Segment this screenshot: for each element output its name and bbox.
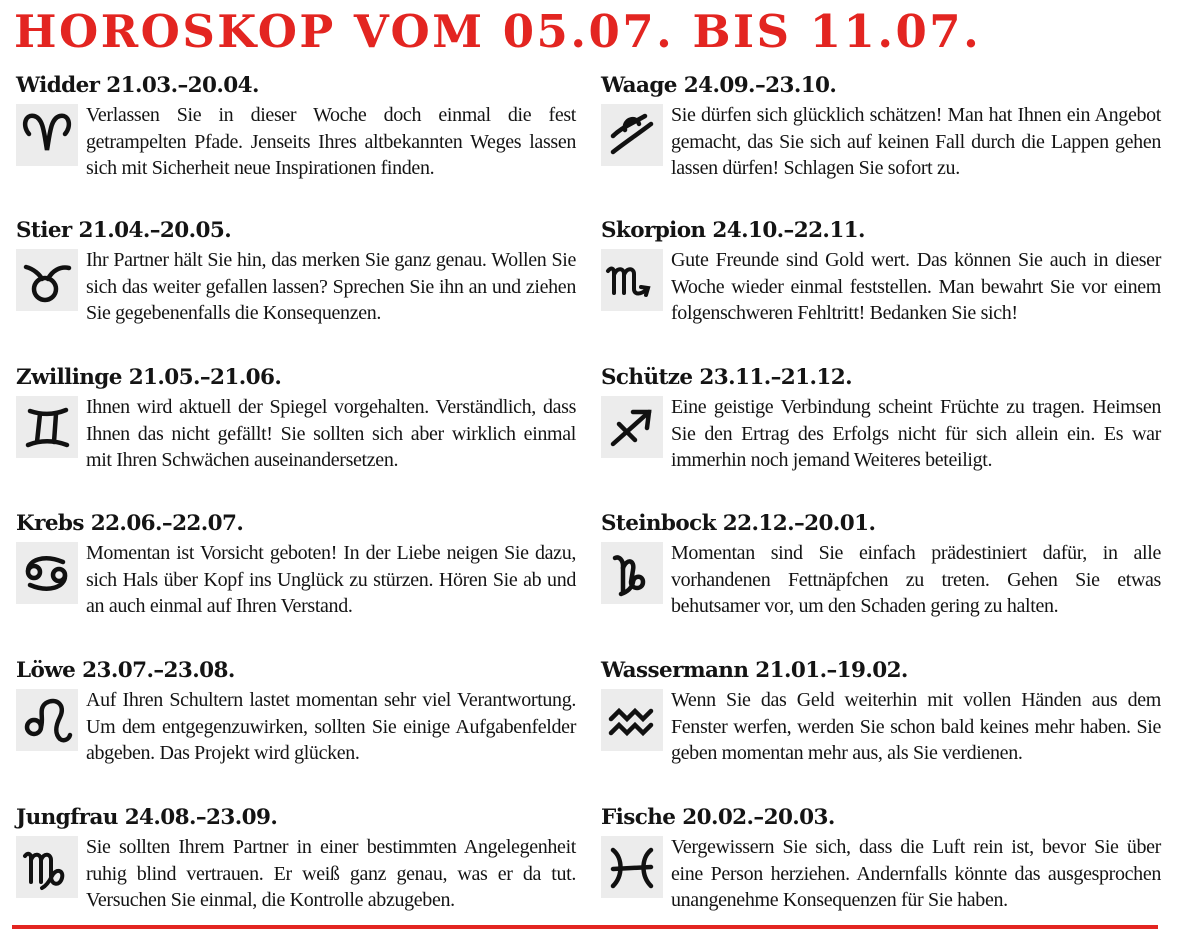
footer-divider	[12, 925, 1158, 929]
sign-text: Gute Freunde sind Gold wert. Das können Sie auch in dieser Woche wieder einmal feststellen. Man bewahrt Sie vor einem folgenschweren Fehltritt! Bedanken Sie sich!	[671, 249, 1161, 324]
sign-text: Ihr Partner hält Sie hin, das merken Sie ganz genau. Wollen Sie sich das weiter gefallen lassen? Sprechen Sie ihn an und ziehen Sie gegebenenfalls die Konsequenzen.	[86, 249, 576, 324]
sign-heading: Zwillinge 21.05.–21.06.	[16, 365, 282, 390]
sign-aquarius	[601, 656, 1161, 767]
sign-virgo	[16, 803, 576, 914]
sign-text: Sie dürfen sich glücklich schätzen! Man hat Ihnen ein Angebot gemacht, das Sie sich auf keinen Fall durch die Lappen gehen lassen dürfen! Schlagen Sie sofort zu.	[671, 104, 1161, 179]
sign-heading: Löwe 23.07.–23.08.	[16, 658, 235, 683]
sign-heading: Schütze 23.11.–21.12.	[601, 365, 852, 390]
sign-heading: Jungfrau 24.08.–23.09.	[16, 805, 278, 830]
sign-text: Auf Ihren Schultern lastet momentan sehr viel Verantwortung. Um dem entgegenzuwirken, sollten Sie einige Aufgabenfelder abgeben. Das Projekt wird glücken.	[86, 689, 576, 764]
sign-heading: Steinbock 22.12.–20.01.	[601, 511, 876, 536]
sign-aries	[16, 71, 576, 182]
sign-text: Vergewissern Sie sich, dass die Luft rein ist, bevor Sie über eine Person herziehen. Andernfalls könnte das ausgesprochen unangenehme Konsequenzen für Sie haben.	[671, 836, 1161, 911]
capricorn-icon	[601, 542, 663, 604]
leo-icon	[16, 689, 78, 751]
sign-text: Verlassen Sie in dieser Woche doch einmal die fest getrampelten Pfade. Jenseits Ihres altbekannten Weges lassen sich mit Sicherheit neue Inspirationen finden.	[86, 104, 576, 179]
sign-pisces	[601, 803, 1161, 914]
sign-heading: Fische 20.02.–20.03.	[601, 805, 835, 830]
sign-text: Sie sollten Ihrem Partner in einer bestimmten Angelegenheit ruhig blind vertrauen. Er weiß ganz genau, was er da tut. Versuchen Sie einmal, die Kontrolle abzugeben.	[86, 836, 576, 911]
cancer-icon	[16, 542, 78, 604]
sign-scorpio	[601, 216, 1161, 327]
sign-heading: Widder 21.03.–20.04.	[16, 73, 259, 98]
sign-leo	[16, 656, 576, 767]
sign-taurus	[16, 216, 576, 327]
virgo-icon	[16, 836, 78, 898]
sign-text: Wenn Sie das Geld weiterhin mit vollen Händen aus dem Fenster werfen, werden Sie schon bald keines mehr haben. Sie geben momentan mehr aus, als Sie verdienen.	[671, 689, 1161, 764]
scorpio-icon	[601, 249, 663, 311]
sign-capricorn	[601, 509, 1161, 620]
sign-libra	[601, 71, 1161, 182]
page-title: HOROSKOP VOM 05.07. BIS 11.07.	[14, 5, 982, 58]
aries-icon	[16, 104, 78, 166]
sign-sagittarius	[601, 363, 1161, 474]
sign-text: Eine geistige Verbindung scheint Früchte zu tragen. Heimsen Sie den Ertrag des Erfolgs nicht für sich allein ein. Es war immerhin noch jemand Weiteres beteiligt.	[671, 396, 1161, 471]
sign-gemini	[16, 363, 576, 474]
sign-text: Momentan ist Vorsicht geboten! In der Liebe neigen Sie dazu, sich Hals über Kopf ins Unglück zu stürzen. Hören Sie ab und an auch einmal auf Ihren Verstand.	[86, 542, 576, 617]
sign-text: Momentan sind Sie einfach prädestiniert dafür, in alle vorhandenen Fettnäpfchen zu treten. Gehen Sie etwas behutsamer vor, um den Schaden gering zu halten.	[671, 542, 1161, 617]
aquarius-icon	[601, 689, 663, 751]
sign-heading: Wassermann 21.01.–19.02.	[601, 658, 908, 683]
sagittarius-icon	[601, 396, 663, 458]
sign-text: Ihnen wird aktuell der Spiegel vorgehalten. Verständlich, dass Ihnen das nicht gefällt! Sie sollten sich aber wirklich einmal mit Ihren Schwächen auseinandersetzen.	[86, 396, 576, 471]
sign-heading: Krebs 22.06.–22.07.	[16, 511, 244, 536]
taurus-icon	[16, 249, 78, 311]
sign-cancer	[16, 509, 576, 620]
pisces-icon	[601, 836, 663, 898]
sign-heading: Stier 21.04.–20.05.	[16, 218, 232, 243]
sign-heading: Skorpion 24.10.–22.11.	[601, 218, 865, 243]
sign-heading: Waage 24.09.–23.10.	[601, 73, 837, 98]
gemini-icon	[16, 396, 78, 458]
libra-icon	[601, 104, 663, 166]
